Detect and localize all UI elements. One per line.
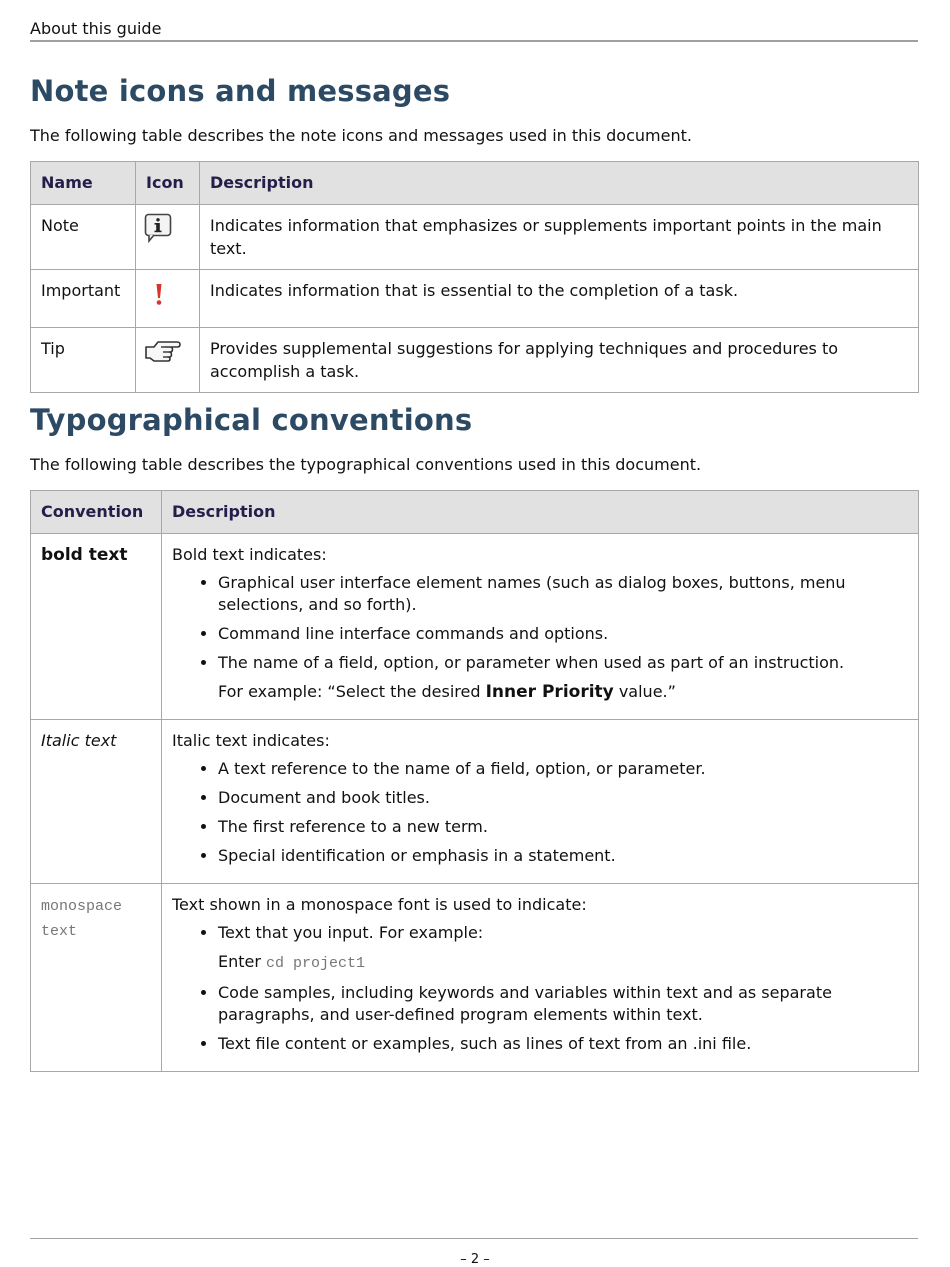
example-suffix: value.” [613, 682, 676, 701]
example-prefix: Enter [218, 952, 267, 971]
column-header-convention: Convention [31, 491, 162, 534]
important-icon-cell [136, 270, 200, 328]
note-section-intro: The following table describes the note icons and messages used in this document. [30, 126, 692, 145]
list-item: • Special identification or emphasis in a statement. [218, 845, 908, 867]
list-item: • A text reference to the name of a field, option, or parameter. [218, 758, 908, 780]
example-code: cd project1 [266, 955, 366, 972]
column-header-name: Name [31, 162, 136, 205]
list-item-text: Text that you input. For example: [218, 923, 484, 942]
important-description: Indicates information that is essential to the completion of a task. [200, 270, 919, 328]
pointing-hand-icon [144, 351, 182, 370]
monospace-example-line [218, 951, 908, 975]
convention-monospace-text [31, 884, 162, 1072]
footer-rule [30, 1238, 918, 1239]
table-header-row [31, 491, 919, 534]
column-header-icon: Icon [136, 162, 200, 205]
bold-text-lead: Bold text indicates: [172, 545, 327, 564]
exclamation-icon [144, 293, 174, 312]
header-rule [30, 40, 918, 42]
note-name: Note [31, 205, 136, 270]
bold-example-line [218, 681, 908, 703]
italic-text-sample: Italic text [41, 731, 117, 750]
table-row [31, 205, 919, 270]
italic-text-list [172, 758, 908, 867]
list-item: • Text file content or examples, such as lines of text from an .ini file. [218, 1033, 908, 1055]
note-description: Indicates information that emphasizes or supplements important points in the main text. [200, 205, 919, 270]
note-icon-cell [136, 205, 200, 270]
example-prefix: For example: “Select the desired [218, 682, 486, 701]
italic-text-lead: Italic text indicates: [172, 731, 330, 750]
monospace-text-description [162, 884, 919, 1072]
list-item: • The first reference to a new term. [218, 816, 908, 838]
typo-section-intro: The following table describes the typographical conventions used in this document. [30, 455, 702, 474]
list-item: • Code samples, including keywords and variables within text and as separate paragraphs, and user-defined program elements within text. [218, 982, 908, 1026]
note-icons-table [30, 161, 919, 393]
convention-bold-text [31, 534, 162, 720]
typographical-conventions-table [30, 490, 919, 1072]
table-header-row [31, 162, 919, 205]
tip-name: Tip [31, 328, 136, 393]
list-item: • Command line interface commands and options. [218, 623, 908, 645]
monospace-text-list [172, 922, 908, 1055]
bold-text-description [162, 534, 919, 720]
bold-text-list [172, 572, 908, 703]
italic-text-description [162, 720, 919, 884]
column-header-description: Description [200, 162, 919, 205]
list-item: • Graphical user interface element names (such as dialog boxes, buttons, menu selections, and so forth). [218, 572, 908, 616]
tip-icon-cell [136, 328, 200, 393]
list-item [218, 922, 908, 975]
page-number: – 2 – [460, 1252, 490, 1267]
table-row [31, 720, 919, 884]
monospace-text-sample: monospace text [41, 898, 123, 940]
running-header: About this guide [30, 19, 162, 38]
list-item: • Document and book titles. [218, 787, 908, 809]
section-title-typographical-conventions: Typographical conventions [30, 403, 473, 437]
important-name: Important [31, 270, 136, 328]
bold-text-sample: bold text [41, 545, 128, 565]
table-row [31, 270, 919, 328]
section-title-note-icons: Note icons and messages [30, 74, 451, 108]
tip-description: Provides supplemental suggestions for applying techniques and procedures to accomplish a task. [200, 328, 919, 393]
example-bold-term: Inner Priority [485, 682, 614, 702]
column-header-description: Description [162, 491, 919, 534]
convention-italic-text [31, 720, 162, 884]
monospace-text-lead: Text shown in a monospace font is used to indicate: [172, 895, 587, 914]
table-row [31, 884, 919, 1072]
table-row [31, 328, 919, 393]
info-note-icon [144, 228, 174, 247]
list-item: • The name of a field, option, or parameter when used as part of an instruction. [218, 652, 908, 674]
table-row [31, 534, 919, 720]
